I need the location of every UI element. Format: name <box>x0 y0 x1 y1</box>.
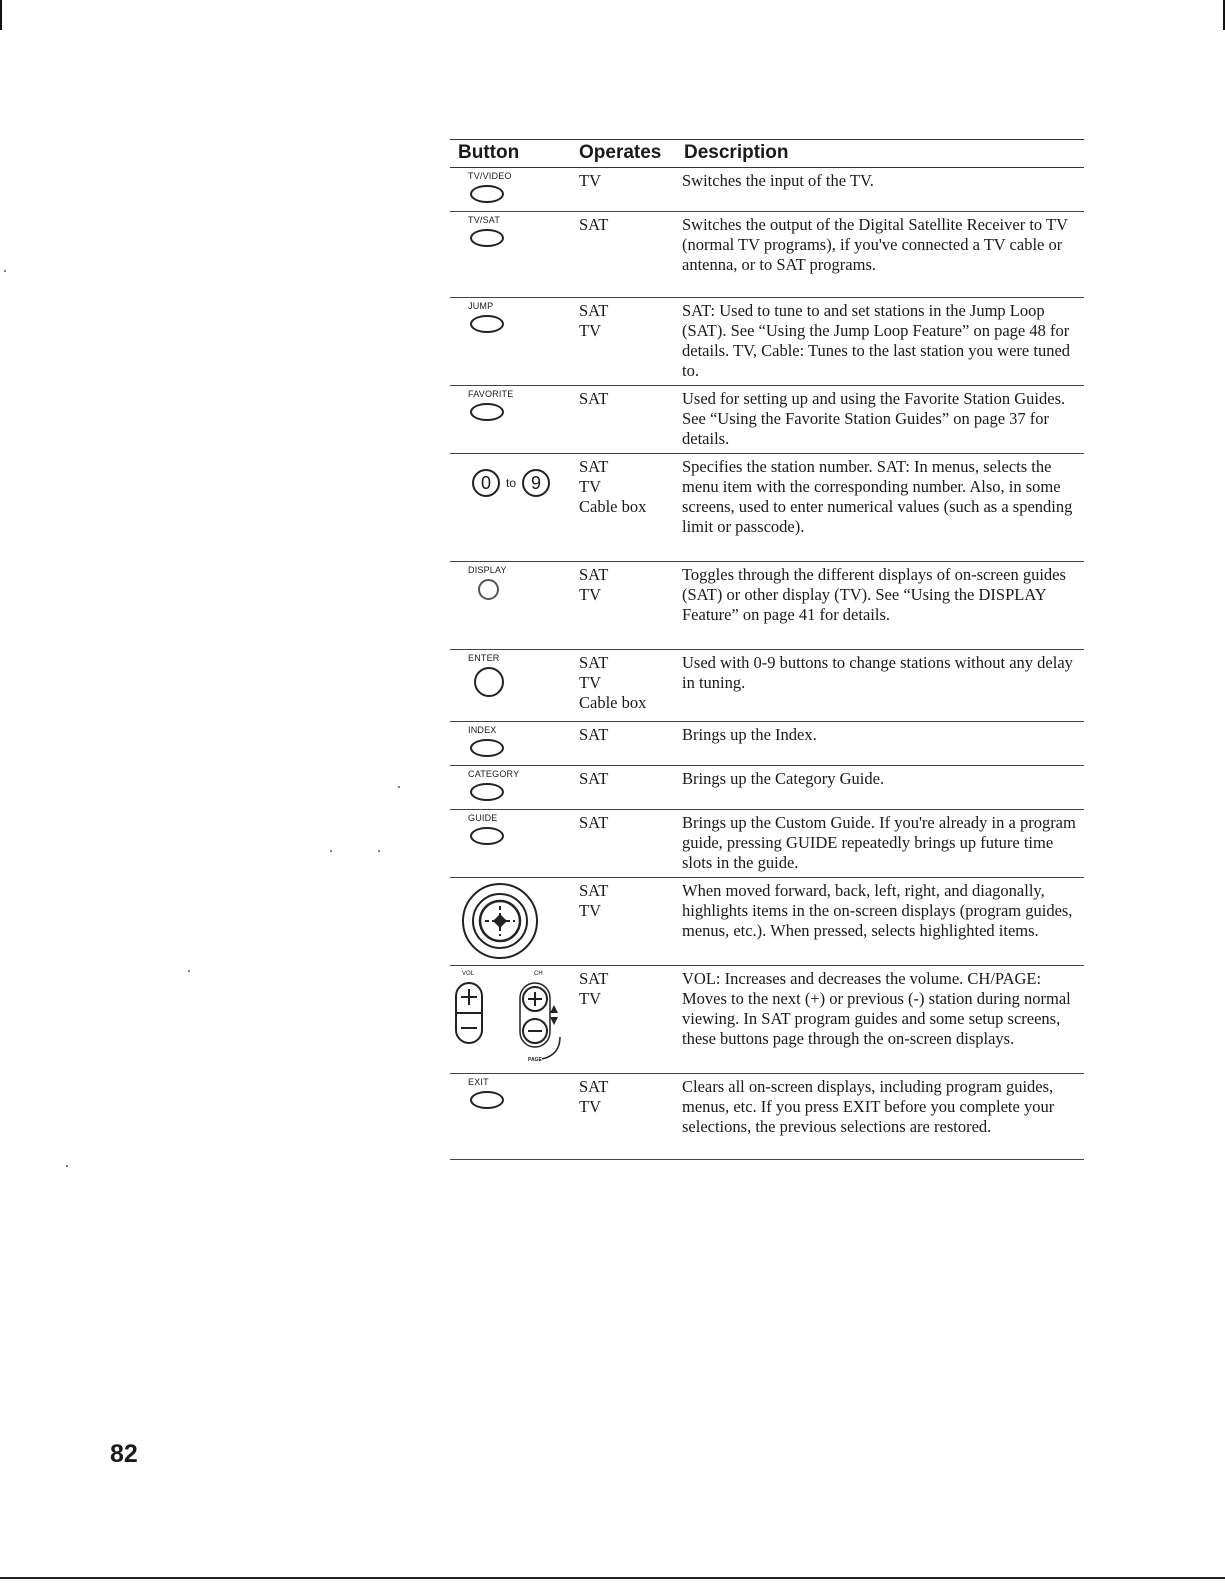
table-row <box>450 878 1084 966</box>
digit-button[interactable]: 0 <box>472 469 500 497</box>
vol-label: VOL <box>462 971 475 977</box>
table-row <box>450 454 1084 562</box>
header-button: Button <box>450 140 575 168</box>
table-row <box>450 1074 1084 1160</box>
button-label: TV/VIDEO <box>468 171 512 181</box>
button-cell <box>450 722 575 766</box>
description-cell: Brings up the Custom Guide. If you're already in a program guide, pressing GUIDE repeatedly brings up future time slots in the guide. <box>680 810 1084 878</box>
small-round-button-icon[interactable] <box>478 579 499 600</box>
oval-button-icon[interactable] <box>470 229 504 247</box>
description-cell: Clears all on-screen displays, including program guides, menus, etc. If you press EXIT before you complete your selections, the previous selections are restored. <box>680 1074 1084 1160</box>
description-cell: Switches the input of the TV. <box>680 168 1084 212</box>
description-cell: SAT: Used to tune to and set stations in the Jump Loop (SAT). See “Using the Jump Loop Feature” on page 48 for details. TV, Cable: Tunes to the last station you were tuned to. <box>680 298 1084 386</box>
description-cell: Used for setting up and using the Favorite Station Guides. See “Using the Favorite Station Guides” on page 37 for details. <box>680 386 1084 454</box>
oval-button-icon[interactable] <box>470 783 504 801</box>
table-row <box>450 722 1084 766</box>
button-cell <box>450 1074 575 1160</box>
joystick-icon[interactable] <box>460 881 540 961</box>
operates-cell: SAT TV Cable box <box>575 454 680 562</box>
button-label: CATEGORY <box>468 769 520 779</box>
oval-button-icon[interactable] <box>470 403 504 421</box>
operates-cell: TV <box>575 168 680 212</box>
description-cell: Brings up the Index. <box>680 722 1084 766</box>
button-cell <box>450 810 575 878</box>
table-body <box>450 168 1084 1160</box>
operates-cell: SAT TV <box>575 562 680 650</box>
table-row <box>450 650 1084 722</box>
oval-button-icon[interactable] <box>470 827 504 845</box>
table-row <box>450 386 1084 454</box>
oval-button-icon[interactable] <box>470 315 504 333</box>
oval-button-icon[interactable] <box>470 739 504 757</box>
description-cell: Used with 0-9 buttons to change stations without any delay in tuning. <box>680 650 1084 722</box>
button-label: FAVORITE <box>468 389 514 399</box>
operates-cell: SAT <box>575 810 680 878</box>
table-row <box>450 168 1084 212</box>
button-cell <box>450 386 575 454</box>
operates-cell: SAT <box>575 212 680 298</box>
button-label: JUMP <box>468 301 494 311</box>
button-label: INDEX <box>468 725 497 735</box>
rocker-buttons-graphic[interactable] <box>452 975 572 1071</box>
scan-speck <box>330 850 332 852</box>
button-cell <box>450 212 575 298</box>
button-cell <box>450 454 575 562</box>
button-cell <box>450 298 575 386</box>
table-header-row <box>450 140 1084 168</box>
digit-button[interactable]: 9 <box>522 469 550 497</box>
operates-cell: SAT TV Cable box <box>575 650 680 722</box>
page-label: PAGE <box>528 1057 542 1063</box>
scan-speck <box>398 786 400 788</box>
header-operates: Operates <box>575 140 680 168</box>
description-cell: Switches the output of the Digital Satellite Receiver to TV (normal TV programs), if you've connected a TV cable or antenna, or to SAT programs. <box>680 212 1084 298</box>
button-label: ENTER <box>468 653 500 663</box>
button-label: GUIDE <box>468 813 498 823</box>
scan-edge-bottom <box>0 1577 1225 1579</box>
operates-cell: SAT TV <box>575 878 680 966</box>
description-cell: When moved forward, back, left, right, and diagonally, highlights items in the on-screen displays (program guides, menus, etc.). When pressed, selects highlighted items. <box>680 878 1084 966</box>
button-label: TV/SAT <box>468 215 501 225</box>
table-row <box>450 562 1084 650</box>
oval-button-icon[interactable] <box>470 1091 504 1109</box>
header-description: Description <box>680 140 1084 168</box>
description-cell: Specifies the station number. SAT: In menus, selects the menu item with the corresponding number. Also, in some screens, used to enter numerical values (such as a spending limit or passcode). <box>680 454 1084 562</box>
table-row <box>450 298 1084 386</box>
operates-cell: SAT TV <box>575 1074 680 1160</box>
vol-ch-rocker-icon <box>452 969 571 1069</box>
button-label: DISPLAY <box>468 565 507 575</box>
operates-cell: SAT <box>575 766 680 810</box>
scan-speck <box>66 1165 68 1167</box>
table-row <box>450 766 1084 810</box>
operates-cell: SAT <box>575 386 680 454</box>
scan-speck <box>4 270 6 272</box>
button-label: EXIT <box>468 1077 489 1087</box>
round-button-icon[interactable] <box>474 667 504 697</box>
scan-edge-left <box>0 0 2 30</box>
button-cell <box>450 168 575 212</box>
operates-cell: SAT <box>575 722 680 766</box>
digit-to-label: to <box>506 476 517 490</box>
remote-buttons-table <box>450 139 1084 1160</box>
button-cell <box>450 966 575 1074</box>
button-cell <box>450 878 575 966</box>
table-row <box>450 810 1084 878</box>
scan-speck <box>188 970 190 972</box>
table-row <box>450 966 1084 1074</box>
oval-button-icon[interactable] <box>470 185 504 203</box>
page-number: 82 <box>110 1440 138 1468</box>
digit-buttons-icon <box>472 469 571 497</box>
button-cell <box>450 650 575 722</box>
button-cell <box>450 562 575 650</box>
operates-cell: SAT TV <box>575 298 680 386</box>
ch-label: CH <box>534 971 543 977</box>
description-cell: Brings up the Category Guide. <box>680 766 1084 810</box>
description-cell: Toggles through the different displays of on-screen guides (SAT) or other display (TV). See “Using the DISPLAY Feature” on page 41 for details. <box>680 562 1084 650</box>
operates-cell: SAT TV <box>575 966 680 1074</box>
scan-speck <box>378 850 380 852</box>
table-row <box>450 212 1084 298</box>
button-cell <box>450 766 575 810</box>
description-cell: VOL: Increases and decreases the volume. CH/PAGE: Moves to the next (+) or previous (-) station during normal viewing. In SAT program guides and some setup screens, these buttons page through the on-screen displays. <box>680 966 1084 1074</box>
